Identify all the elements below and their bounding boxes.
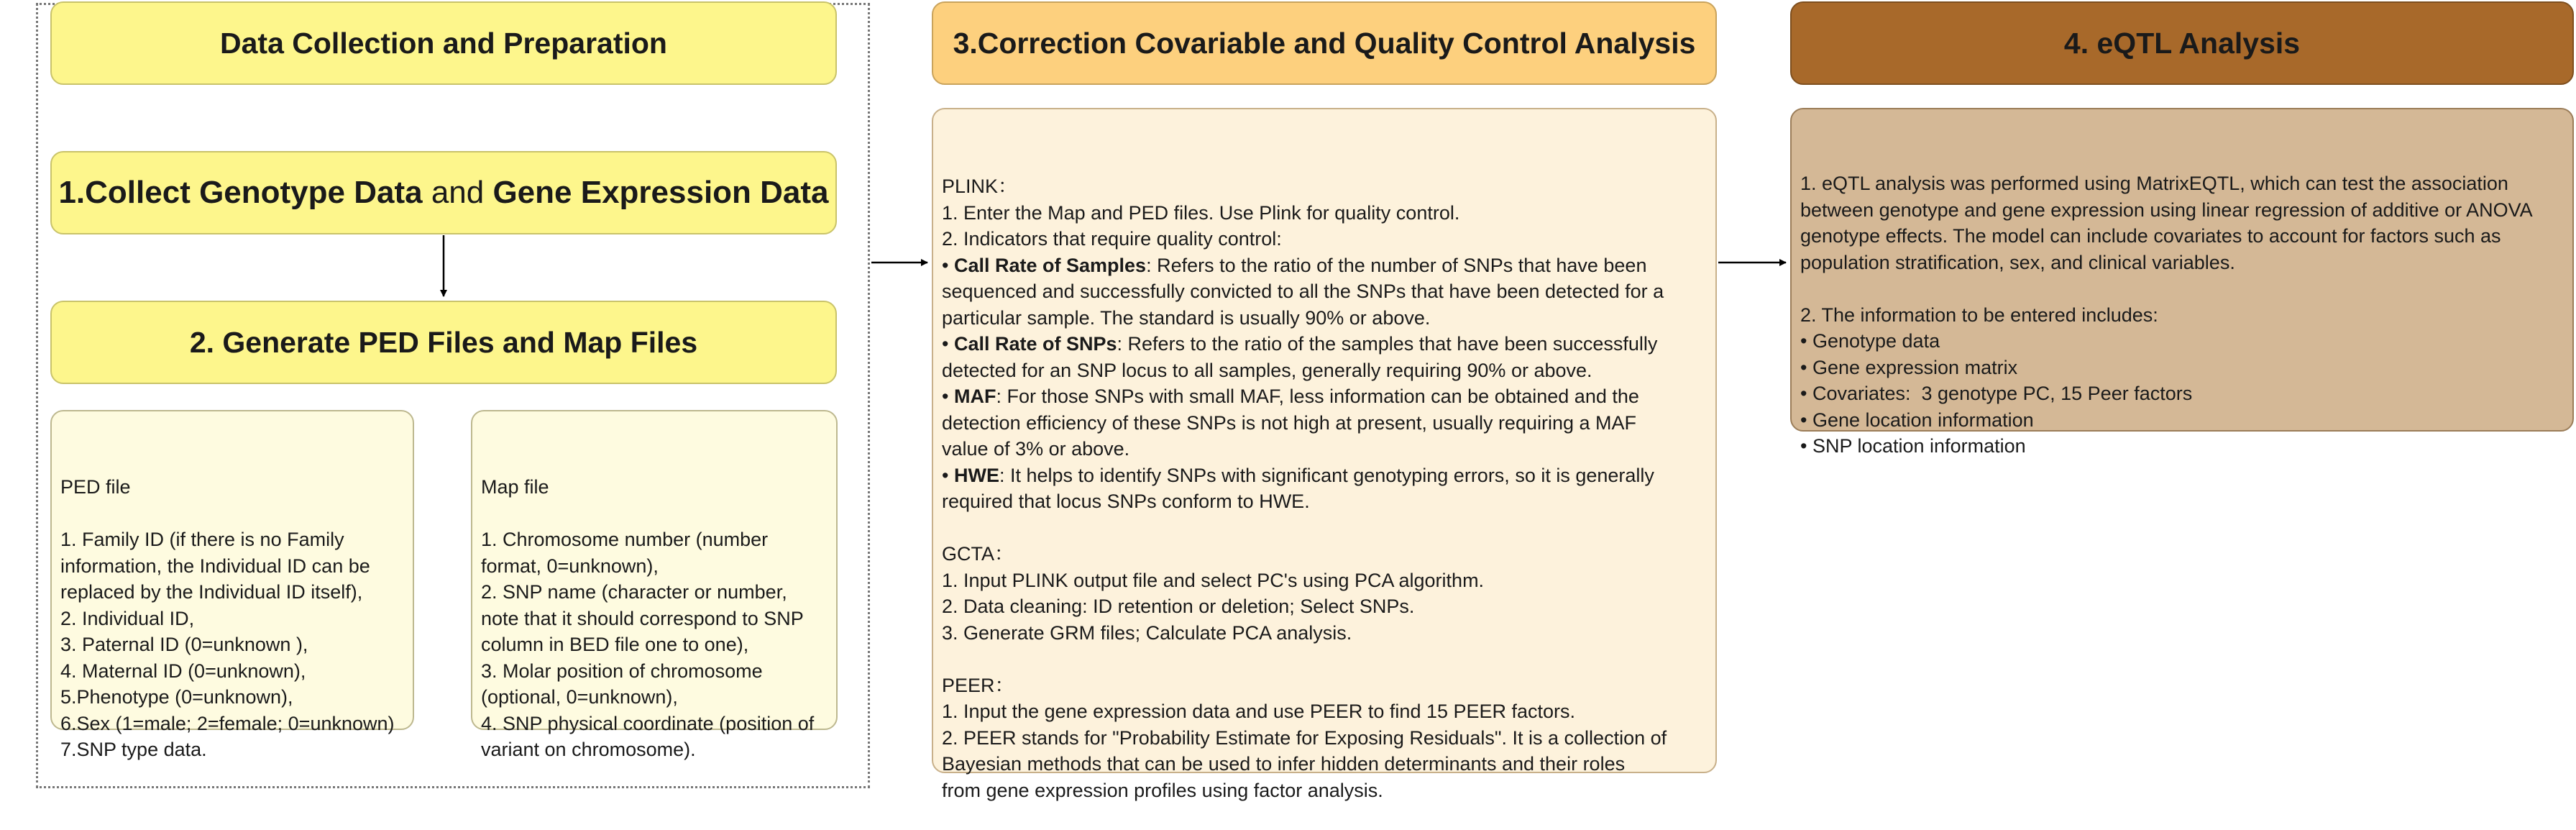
collect-data-suffix: Gene Expression Data <box>484 175 829 210</box>
eqtl-line: genotype effects. The model can include covariates to account for factors such as <box>1800 225 2501 247</box>
bullet-marker: • <box>942 386 954 407</box>
qc-indicator-term: Call Rate of Samples <box>953 254 1147 276</box>
ped-file-title: PED file <box>60 476 131 498</box>
gcta-title: GCTA： <box>942 543 1014 565</box>
qc-indicator-description-line: value of 3% or above. <box>942 438 1130 460</box>
bullet-marker: • <box>942 464 954 486</box>
generate-files-label: 2. Generate PED Files and Map Files <box>189 325 698 359</box>
ped-file-line: 6.Sex (1=male; 2=female; 0=unknown) <box>60 712 395 734</box>
stage3-header-label: 3.Correction Covariable and Quality Control Analysis <box>953 26 1696 60</box>
map-file-title: Map file <box>481 476 549 498</box>
map-file-line: format, 0=unknown), <box>481 555 659 577</box>
peer-line: 1. Input the gene expression data and use PEER to find 15 PEER factors. <box>942 701 1576 722</box>
stage1-header-label: Data Collection and Preparation <box>220 26 667 60</box>
peer-line: Bayesian methods that can be used to infer hidden determinants and their roles <box>942 753 1626 775</box>
ped-file-line: information, the Individual ID can be <box>60 555 370 577</box>
qc-indicator-description: : Refers to the ratio of the samples that have been successfully <box>1117 333 1658 355</box>
eqtl-line: 1. eQTL analysis was performed using MatrixEQTL, which can test the association <box>1800 173 2508 194</box>
qc-indicator-term: HWE <box>953 464 999 486</box>
eqtl-line: between genotype and gene expression using linear regression of additive or ANOVA <box>1800 199 2533 221</box>
qc-indicator-description-line: sequenced and successfully convicted to all the SNPs that have been detected for a <box>942 281 1664 302</box>
map-file-line: note that it should correspond to SNP <box>481 607 804 629</box>
map-file-line: (optional, 0=unknown), <box>481 686 678 708</box>
eqtl-line: • Gene location information <box>1800 409 2034 431</box>
qc-indicator-description-line: particular sample. The standard is usually 90% or above. <box>942 306 1431 329</box>
qc-indicator-description-line: required that locus SNPs conform to HWE. <box>942 491 1310 512</box>
ped-file-line: 3. Paternal ID (0=unknown ), <box>60 634 308 655</box>
ped-file-line: 5.Phenotype (0=unknown), <box>60 686 293 708</box>
peer-line: from gene expression profiles using factor analysis. <box>942 779 1383 801</box>
ped-file-line: 2. Individual ID, <box>60 607 195 629</box>
eqtl-line: • Gene expression matrix <box>1800 356 2018 378</box>
plink-line: 2. Indicators that require quality control: <box>942 228 1282 250</box>
qc-indicator-description: : Refers to the ratio of the number of SNPs that have been <box>1146 254 1647 276</box>
ped-file-line: 4. Maternal ID (0=unknown), <box>60 660 306 682</box>
qc-indicator-description-line: detection efficiency of these SNPs is not high at present, usually requiring a MAF <box>942 411 1637 434</box>
ped-file-line: 1. Family ID (if there is no Family <box>60 529 344 550</box>
map-file-line: variant on chromosome). <box>481 739 696 760</box>
peer-line: 2. PEER stands for "Probability Estimate for Exposing Residuals". It is a collection of <box>942 726 1667 749</box>
map-file-line: 4. SNP physical coordinate (position of <box>481 712 815 734</box>
ped-file-line: 7.SNP type data. <box>60 739 207 760</box>
qc-indicator-description-line: detected for an SNP locus to all samples, generally requiring 90% or above. <box>942 359 1592 381</box>
map-file-line: 3. Molar position of chromosome <box>481 660 763 682</box>
qc-indicator-term: Call Rate of SNPs <box>953 333 1117 355</box>
eqtl-line: 2. The information to be entered includes: <box>1800 304 2158 326</box>
collect-data-prefix: 1.Collect Genotype Data <box>58 175 431 210</box>
eqtl-line: • Covariates: 3 genotype PC, 15 Peer factors <box>1800 383 2193 404</box>
ped-file-line: replaced by the Individual ID itself), <box>60 581 363 603</box>
gcta-line: 2. Data cleaning: ID retention or deletion; Select SNPs. <box>942 596 1415 617</box>
map-file-line: column in BED file one to one), <box>481 634 749 655</box>
gcta-line: 1. Input PLINK output file and select PC's using PCA algorithm. <box>942 569 1485 591</box>
qc-indicator-description: : For those SNPs with small MAF, less information can be obtained and the <box>996 386 1639 407</box>
eqtl-line: • Genotype data <box>1800 330 1940 352</box>
eqtl-line: • SNP location information <box>1800 435 2026 457</box>
collect-data-and: and <box>431 175 485 210</box>
bullet-marker: • <box>942 333 954 355</box>
eqtl-line: population stratification, sex, and clinical variables. <box>1800 251 2235 273</box>
map-file-line: 1. Chromosome number (number <box>481 529 769 550</box>
stage4-header-label: 4. eQTL Analysis <box>2063 26 2301 60</box>
plink-title: PLINK： <box>942 175 1018 197</box>
qc-indicator-term: MAF <box>953 386 996 407</box>
map-file-line: 2. SNP name (character or number, <box>481 581 787 603</box>
qc-indicator-description: : It helps to identify SNPs with significant genotyping errors, so it is generally <box>999 464 1654 486</box>
bullet-marker: • <box>942 254 954 276</box>
gcta-line: 3. Generate GRM files; Calculate PCA analysis. <box>942 621 1352 644</box>
plink-line: 1. Enter the Map and PED files. Use Plink for quality control. <box>942 201 1460 224</box>
peer-title: PEER： <box>942 674 1014 696</box>
